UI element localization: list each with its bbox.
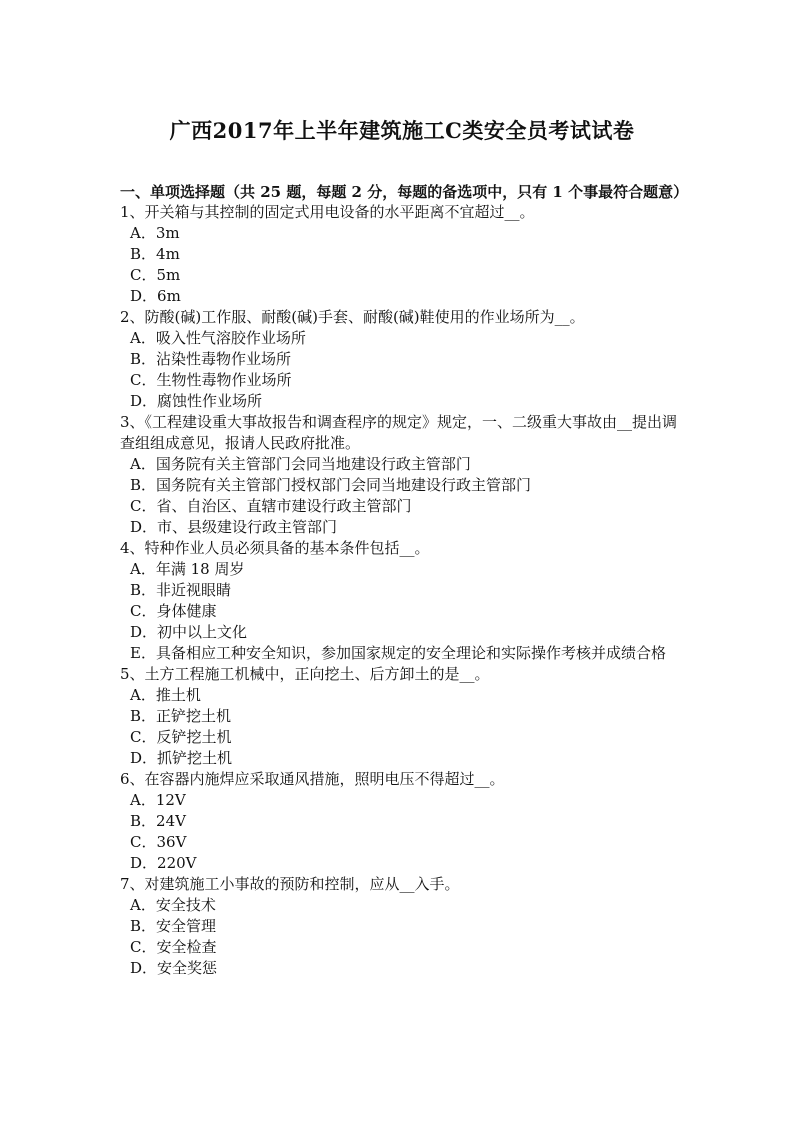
answer-option: C．生物性毒物作业场所 [130,371,292,389]
question-text: 6、在容器内施焊应采取通风措施，照明电压不得超过__。 [120,770,505,788]
answer-option: A．年满 18 周岁 [130,560,245,578]
question-text: 1、开关箱与其控制的固定式用电设备的水平距离不宜超过__。 [120,203,535,221]
answer-option: E．具备相应工种安全知识，参加国家规定的安全理论和实际操作考核并成绩合格 [130,644,666,662]
answer-option: D．抓铲挖土机 [130,749,233,767]
page-title: 广西2017年上半年建筑施工C类安全员考试试卷 [169,118,635,143]
answer-option: B．沾染性毒物作业场所 [130,350,292,368]
answer-option: D．市、县级建设行政主管部门 [130,518,338,536]
answer-option: B．非近视眼睛 [130,581,232,599]
answer-option: B．24V [130,812,186,830]
answer-option: B．正铲挖土机 [130,707,232,725]
question-text: 2、防酸(碱)工作服、耐酸(碱)手套、耐酸(碱)鞋使用的作业场所为__。 [120,308,585,326]
answer-option: A．12V [130,791,186,809]
answer-option: A．吸入性气溶胶作业场所 [130,329,306,347]
question-text: 5、土方工程施工机械中，正向挖土、后方卸土的是__。 [120,665,490,683]
answer-option: C．反铲挖土机 [130,728,232,746]
answer-option: A．推土机 [130,686,201,704]
answer-option: C．省、自治区、直辖市建设行政主管部门 [130,497,412,515]
answer-option: D．安全奖惩 [130,959,218,977]
question-text: 7、对建筑施工小事故的预防和控制，应从__入手。 [120,875,460,893]
question-list [120,202,690,979]
answer-option: C．身体健康 [130,602,217,620]
answer-option: A．安全技术 [130,896,216,914]
answer-option: A．国务院有关主管部门会同当地建设行政主管部门 [130,455,471,473]
answer-option: D．初中以上文化 [130,623,248,641]
answer-option: B．安全管理 [130,917,217,935]
answer-option: D．6m [130,287,181,305]
answer-option: D．220V [130,854,197,872]
answer-option: A．3m [130,224,180,242]
answer-option: C．5m [130,266,181,284]
answer-option: B．国务院有关主管部门授权部门会同当地建设行政主管部门 [130,476,532,494]
answer-option: C．36V [130,833,187,851]
answer-option: C．安全检查 [130,938,217,956]
question-text: 3、《工程建设重大事故报告和调查程序的规定》规定，一、二级重大事故由__提出调查组组成意见，报请人民政府批准。 [120,413,678,452]
section-heading: 一、单项选择题（共 25 题，每题 2 分，每题的备选项中，只有 1 个事最符合题意） [120,183,689,201]
answer-option: D．腐蚀性作业场所 [130,392,263,410]
question-text: 4、特种作业人员必须具备的基本条件包括__。 [120,539,430,557]
answer-option: B．4m [130,245,180,263]
exam-page [120,116,690,979]
